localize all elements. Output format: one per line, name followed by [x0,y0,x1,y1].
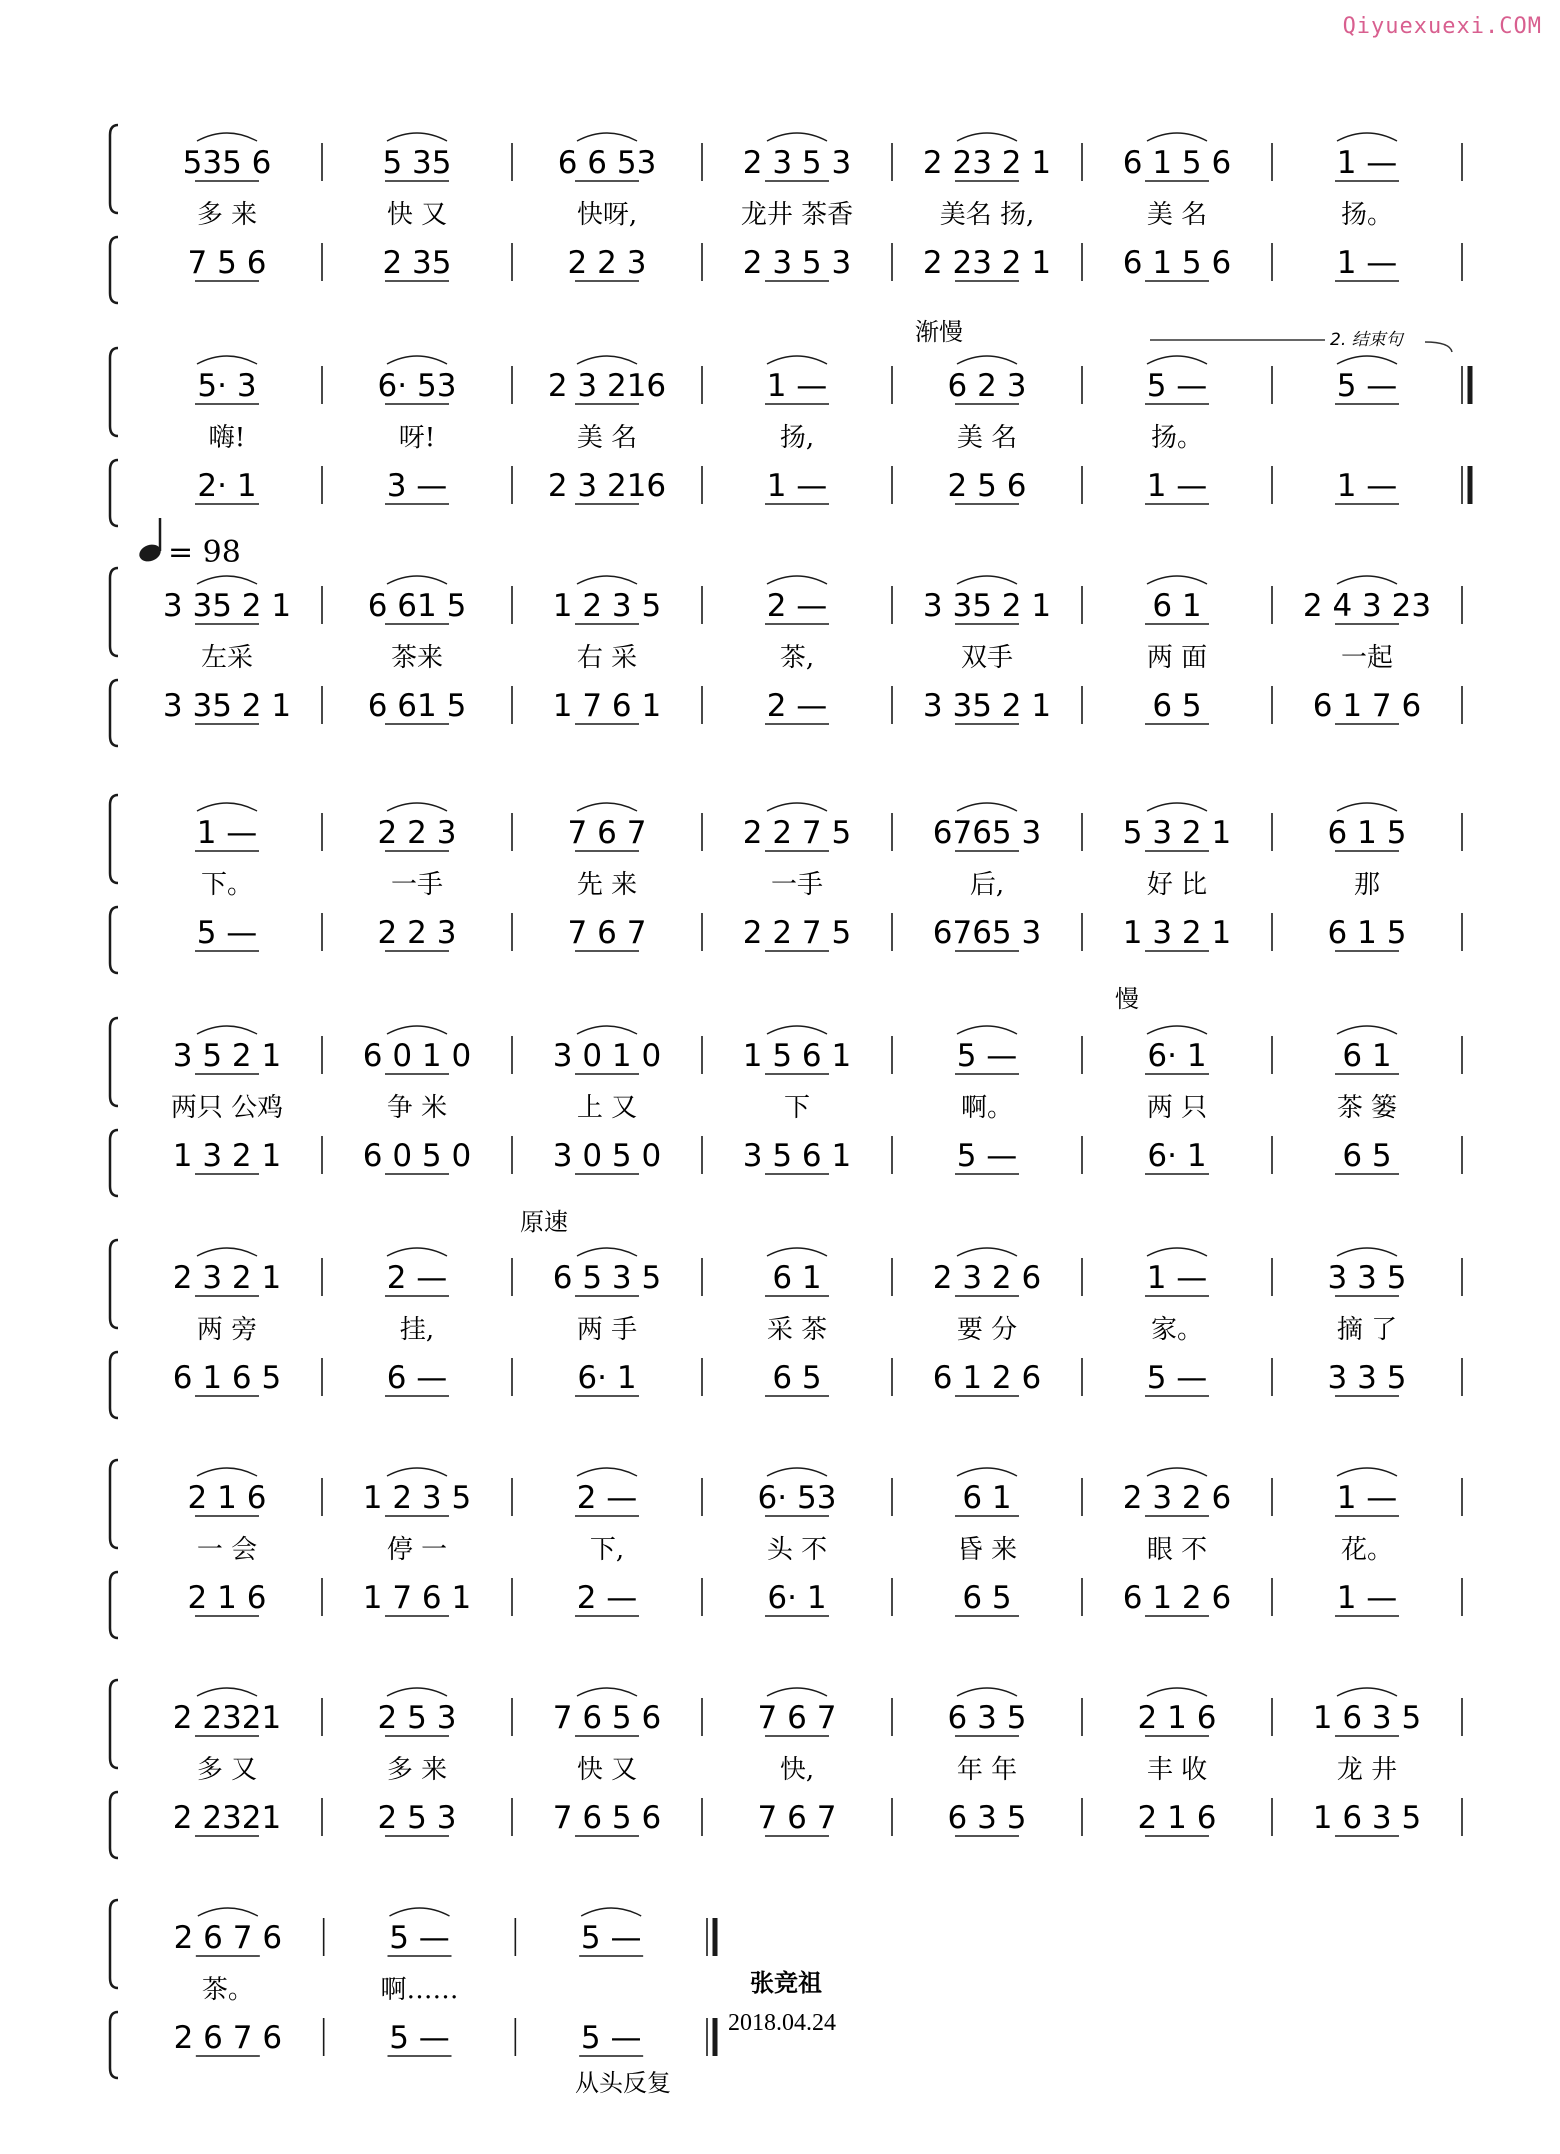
upper-measure: 5 — [1146,368,1208,404]
slur [387,356,447,364]
upper-measure: 6 1 [772,1260,822,1296]
slur [197,356,257,364]
slur [387,1468,447,1476]
slur [957,1026,1017,1034]
upper-measure: 2 3 2 6 [1122,1480,1232,1516]
upper-staff-bracket [110,568,118,656]
upper-measure: 1 2 3 5 [362,1480,472,1516]
lower-measure: 1 6 3 5 [1312,1800,1422,1836]
lyric-measure: 茶, [779,643,815,673]
slur [387,1688,447,1696]
upper-measure: 6 3 5 [947,1700,1027,1736]
lower-measure: 6 61 5 [367,688,467,724]
lyric-measure: 家。 [1150,1315,1204,1345]
lyric-measure: 扬。 [1150,423,1204,453]
lower-measure: 6 1 5 [1327,915,1407,951]
upper-measure: 6· 1 [1147,1038,1207,1074]
lyric-measure: 头 不 [766,1535,828,1565]
system-7 [188,1468,1462,1616]
lyric-measure: 年 年 [956,1755,1018,1785]
lower-measure: 2 6 7 6 [173,2020,283,2056]
lyric-measure: 两 面 [1146,643,1208,673]
lyric-measure: 一起 [1340,643,1394,673]
slur [577,1026,637,1034]
lyric-measure: 茶。 [201,1975,254,2005]
lyric-measure: 要 分 [956,1315,1018,1345]
slur [767,803,827,811]
slur [197,1688,257,1696]
lyric-measure: 快呀, [576,200,638,230]
tempo-text: = 98 [168,535,241,570]
slur [1337,1688,1397,1696]
lyric-measure: 快, [779,1755,815,1785]
lower-measure: 5 — [580,2020,642,2056]
lyric-measure: 挂, [399,1315,435,1345]
upper-measure: 3 35 2 1 [922,588,1052,624]
lyric-measure: 丰 收 [1146,1755,1208,1785]
upper-measure: 6 1 [962,1480,1012,1516]
lower-measure: 6 1 7 6 [1312,688,1422,724]
lyric-measure: 多 又 [196,1755,258,1785]
lower-measure: 5 — [1146,1360,1208,1396]
upper-measure: 5 — [389,1920,450,1956]
lyric-measure: 美 名 [1146,200,1208,230]
upper-measure: 5 35 [382,145,452,181]
lower-measure: 6· 1 [767,1580,827,1616]
lower-staff-bracket [110,680,118,746]
upper-measure: 3 35 2 1 [162,588,292,624]
lyric-measure: 嗨! [208,423,246,453]
lower-measure: 6 1 2 6 [1122,1580,1232,1616]
slur [577,1468,637,1476]
lower-staff-bracket [110,1130,118,1196]
lower-measure: 6 5 [962,1580,1012,1616]
lyric-measure: 先 来 [576,870,638,900]
upper-measure: 2 2 3 [377,815,457,851]
system-2 [195,356,1470,504]
lyric-measure: 下, [589,1535,625,1565]
upper-measure: 6 6 53 [557,145,657,181]
system-4 [195,803,1462,951]
upper-measure: 6· 53 [377,368,457,404]
system-5 [171,1026,1462,1174]
lyric-measure: 昏 来 [956,1535,1018,1565]
lyric-measure: 停 一 [386,1535,448,1565]
upper-measure: 6 1 [1342,1038,1392,1074]
slur [387,1026,447,1034]
upper-measure: 2 3 5 3 [742,145,852,181]
upper-measure: 2 3 2 6 [932,1260,1042,1296]
upper-staff-bracket [110,1240,118,1328]
slur [957,1248,1017,1256]
lower-measure: 2 35 [382,245,452,281]
volta-hook [1425,342,1452,352]
tempo-marking [137,518,241,570]
slur [1147,1026,1207,1034]
slur [1337,803,1397,811]
lower-measure: 6 1 5 6 [1122,245,1232,281]
lower-measure: 2 3 5 3 [742,245,852,281]
lyric-measure: 呀! [398,423,436,453]
lower-measure: 3 5 6 1 [742,1138,852,1174]
slur [581,1908,641,1916]
upper-measure: 7 6 7 [567,815,647,851]
slur [577,1248,637,1256]
slur [957,356,1017,364]
slur [1337,576,1397,584]
lower-measure: 3 — [386,468,448,504]
lyric-measure: 龙 井 [1336,1755,1398,1785]
upper-staff-bracket [110,348,118,436]
slur [197,803,257,811]
upper-measure: 2 3 216 [547,368,667,404]
lyric-measure: 后, [969,870,1005,900]
lyric-measure: 下。 [200,870,254,900]
upper-measure: 6· 53 [757,1480,837,1516]
slur [387,1248,447,1256]
slur [577,1688,637,1696]
lower-staff-bracket [110,2012,118,2078]
slur [1147,803,1207,811]
upper-measure: 7 6 7 [757,1700,837,1736]
lower-measure: 1 3 2 1 [172,1138,282,1174]
upper-measure: 1 — [1336,145,1398,181]
slow-marking: 慢 [1115,985,1139,1013]
system-1 [183,133,1462,281]
lower-measure: 6 0 5 0 [362,1138,472,1174]
slur [957,576,1017,584]
lower-measure: 2 2 3 [377,915,457,951]
slur [197,1026,257,1034]
upper-measure: 6 1 [1152,588,1202,624]
slur [957,803,1017,811]
lyric-measure: 扬。 [1340,200,1394,230]
lower-measure: 1 — [1336,245,1398,281]
a-tempo-marking: 原速 [520,1208,568,1236]
slur [1337,133,1397,141]
lyric-measure: 上 又 [576,1093,638,1123]
lyric-measure: 一手 [770,870,824,900]
lyric-measure: 美 名 [576,423,638,453]
lower-measure: 2 2321 [172,1800,282,1836]
lyric-measure: 两 手 [576,1315,638,1345]
upper-measure: 3 0 1 0 [552,1038,662,1074]
lyric-measure: 多 来 [386,1755,448,1785]
slur [1337,1248,1397,1256]
lyric-measure: 快 又 [386,200,448,230]
lyric-measure: 两 只 [1146,1093,1208,1123]
upper-staff-bracket [110,1680,118,1768]
slur [767,576,827,584]
lyric-measure: 多 来 [196,200,258,230]
lower-measure: 1 7 6 1 [552,688,662,724]
lower-measure: 5 — [956,1138,1018,1174]
upper-measure: 2 23 2 1 [922,145,1052,181]
slur [957,1468,1017,1476]
watermark: Qiyuexuexi.COM [1342,14,1542,39]
lyric-measure: 茶 篓 [1336,1093,1398,1123]
lyric-measure: 双手 [960,643,1014,673]
lyric-measure: 一 会 [196,1535,258,1565]
composition-date: 2018.04.24 [728,2010,836,2036]
lower-measure: 7 6 5 6 [552,1800,662,1836]
lower-staff-bracket [110,907,118,973]
upper-measure: 5 — [1336,368,1398,404]
upper-measure: 1 — [196,815,258,851]
slur [957,1688,1017,1696]
upper-measure: 6 1 5 [1327,815,1407,851]
slur [1147,576,1207,584]
lower-measure: 3 0 5 0 [552,1138,662,1174]
lower-measure: 6 1 6 5 [172,1360,282,1396]
upper-measure: 2 1 6 [187,1480,267,1516]
upper-measure: 5· 3 [197,368,257,404]
lyric-measure: 两只 公鸡 [170,1093,284,1123]
slur [577,356,637,364]
upper-measure: 2 5 3 [377,1700,457,1736]
upper-staff-bracket [110,125,118,213]
slur [957,133,1017,141]
lyric-measure: 花。 [1340,1535,1394,1565]
upper-measure: 3 3 5 [1327,1260,1407,1296]
slur [1147,1248,1207,1256]
slur [767,1248,827,1256]
lyric-measure: 啊…… [380,1975,459,2005]
lyric-measure: 美 名 [956,423,1018,453]
rit-marking: 渐慢 [915,318,963,346]
upper-staff-bracket [110,795,118,883]
slur [577,576,637,584]
upper-measure: 1 — [1146,1260,1208,1296]
upper-measure: 2 2321 [172,1700,282,1736]
lower-measure: 2 1 6 [1137,1800,1217,1836]
lower-measure: 1 — [766,468,828,504]
lyric-measure: 那 [1353,870,1381,900]
upper-measure: 6 0 1 0 [362,1038,472,1074]
lower-measure: 7 6 7 [567,915,647,951]
slur [767,356,827,364]
lower-measure: 2 2 3 [567,245,647,281]
lyric-measure: 摘 了 [1336,1315,1398,1345]
slur [387,803,447,811]
lower-measure: 2 2 7 5 [742,915,852,951]
slur [1147,1688,1207,1696]
lower-measure: 6 5 [1152,688,1202,724]
lower-measure: 3 3 5 [1327,1360,1407,1396]
lower-measure: 2 5 6 [947,468,1027,504]
lower-measure: 7 5 6 [187,245,267,281]
lower-measure: 6 — [386,1360,448,1396]
lyric-measure: 眼 不 [1146,1535,1208,1565]
lyric-measure: 下 [783,1093,811,1123]
upper-measure: 2 — [386,1260,448,1296]
lower-measure: 2 1 6 [187,1580,267,1616]
lower-staff-bracket [110,1352,118,1418]
upper-staff-bracket [110,1900,118,1988]
upper-measure: 2 1 6 [1137,1700,1217,1736]
upper-measure: 535 6 [182,145,272,181]
lower-measure: 3 35 2 1 [162,688,292,724]
lower-measure: 2 5 3 [377,1800,457,1836]
lower-measure: 2 — [766,688,828,724]
lower-measure: 1 — [1146,468,1208,504]
slur [577,803,637,811]
lower-staff-bracket [110,460,118,526]
lower-measure: 1 — [1336,468,1398,504]
slur [387,576,447,584]
upper-measure: 5 — [956,1038,1018,1074]
lyric-measure: 左采 [200,643,254,673]
lyric-measure: 一手 [390,870,444,900]
upper-measure: 6765 3 [932,815,1042,851]
slur [1337,1026,1397,1034]
upper-measure: 6 1 5 6 [1122,145,1232,181]
system-6 [173,1248,1462,1396]
slur [767,1026,827,1034]
slur [197,1248,257,1256]
system-9 [174,1908,715,2056]
slur [1337,1468,1397,1476]
lower-measure: 6· 1 [1147,1138,1207,1174]
lyric-measure: 龙井 茶香 [740,200,854,230]
lower-measure: 2· 1 [197,468,257,504]
lower-measure: 6 5 [1342,1138,1392,1174]
slur [1147,356,1207,364]
slur [1147,1468,1207,1476]
upper-measure: 7 6 5 6 [552,1700,662,1736]
upper-measure: 1 5 6 1 [742,1038,852,1074]
lyric-measure: 扬, [779,423,815,453]
volta-label: 2. 结束句 [1330,330,1403,350]
upper-measure: 2 2 7 5 [742,815,852,851]
slur [387,133,447,141]
upper-measure: 5 3 2 1 [1122,815,1232,851]
repeat-instruction: 从头反复 [575,2069,671,2097]
lyric-measure: 好 比 [1146,870,1208,900]
slur [1147,133,1207,141]
system-3 [163,576,1462,724]
upper-measure: 1 — [1336,1480,1398,1516]
upper-staff-bracket [110,1018,118,1106]
upper-measure: 6 5 3 5 [552,1260,662,1296]
lower-measure: 5 — [196,915,258,951]
lower-measure: 1 3 2 1 [1122,915,1232,951]
lyric-measure: 右 采 [576,643,638,673]
slur [1337,356,1397,364]
lower-measure: 1 — [1336,1580,1398,1616]
lyric-measure: 快 又 [576,1755,638,1785]
slur [197,576,257,584]
lyric-measure: 茶来 [390,643,444,673]
lower-staff-bracket [110,237,118,303]
upper-measure: 1 — [766,368,828,404]
lower-measure: 6 5 [772,1360,822,1396]
lower-measure: 7 6 7 [757,1800,837,1836]
slur [197,1468,257,1476]
slur [767,1468,827,1476]
slur [577,133,637,141]
lower-measure: 3 35 2 1 [922,688,1052,724]
lyric-measure: 两 旁 [196,1315,258,1345]
lower-staff-bracket [110,1572,118,1638]
slur [197,133,257,141]
lower-measure: 6 3 5 [947,1800,1027,1836]
upper-measure: 6 61 5 [367,588,467,624]
systems-layer [110,125,1470,2078]
lower-measure: 2 23 2 1 [922,245,1052,281]
upper-measure: 2 3 2 1 [172,1260,282,1296]
lower-measure: 2 3 216 [547,468,667,504]
upper-measure: 2 4 3 23 [1302,588,1432,624]
lower-measure: 5 — [389,2020,450,2056]
slur [767,133,827,141]
upper-measure: 2 — [576,1480,638,1516]
lower-measure: 2 — [576,1580,638,1616]
upper-measure: 1 2 3 5 [552,588,662,624]
upper-measure: 1 6 3 5 [1312,1700,1422,1736]
upper-staff-bracket [110,1460,118,1548]
author-name: 张竞祖 [750,1969,822,1997]
slur [198,1908,258,1916]
lyric-measure: 啊。 [960,1093,1014,1123]
slur [767,1688,827,1696]
lyric-measure: 美名 扬, [939,200,1035,230]
lower-measure: 1 7 6 1 [362,1580,472,1616]
upper-measure: 6 2 3 [947,368,1027,404]
lower-measure: 6· 1 [577,1360,637,1396]
lower-staff-bracket [110,1792,118,1858]
lower-measure: 6765 3 [932,915,1042,951]
upper-measure: 5 — [580,1920,642,1956]
upper-measure: 2 6 7 6 [173,1920,283,1956]
upper-measure: 2 — [766,588,828,624]
lower-measure: 6 1 2 6 [932,1360,1042,1396]
slur [390,1908,450,1916]
system-8 [173,1688,1462,1836]
upper-measure: 3 5 2 1 [172,1038,282,1074]
lyric-measure: 采 茶 [766,1315,828,1345]
lyric-measure: 争 米 [386,1093,448,1123]
